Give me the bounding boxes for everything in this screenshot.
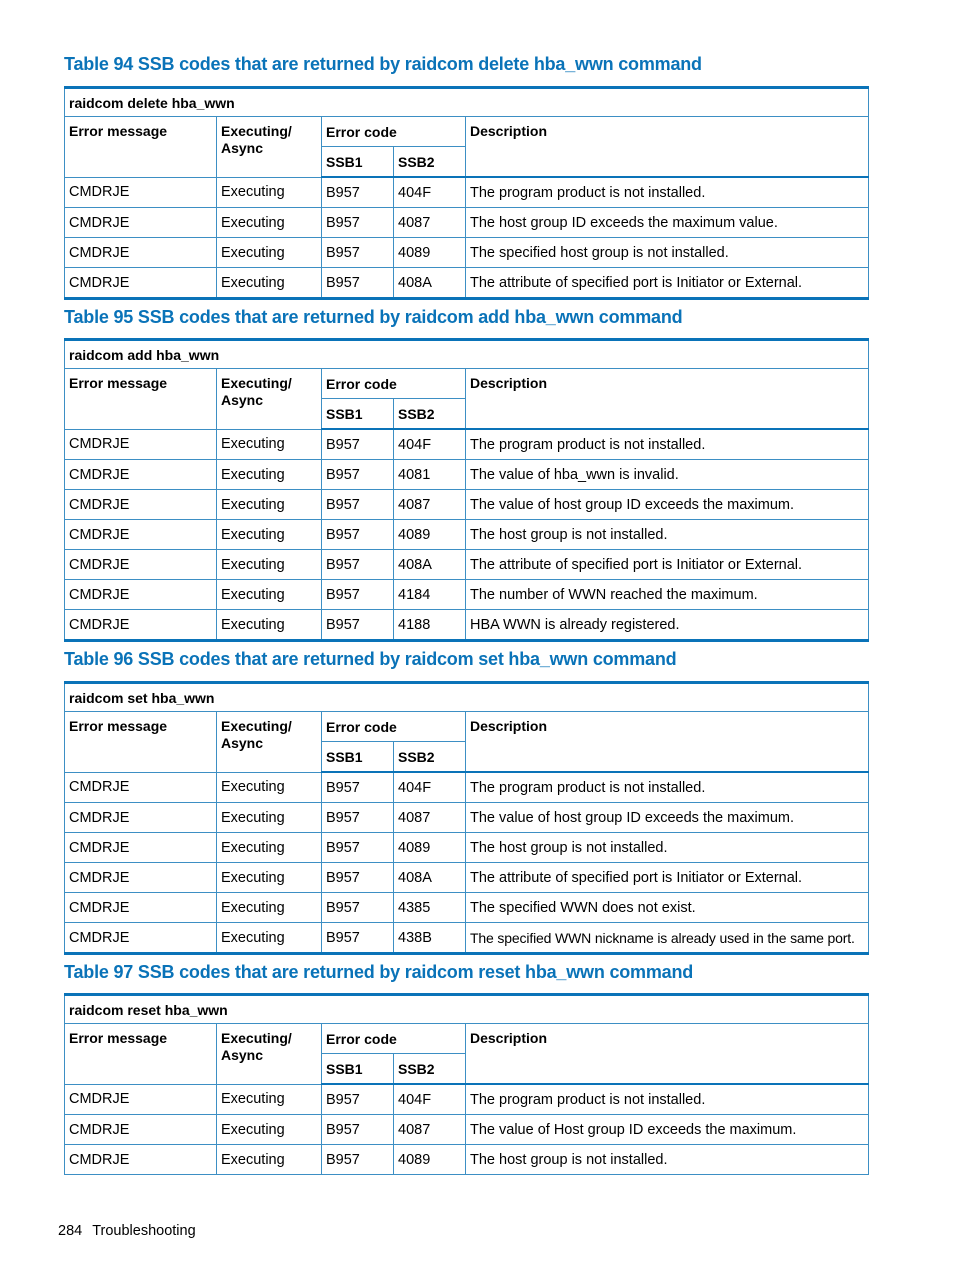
table-row: CMDRJE Executing B957 408A The attribute of specified port is Initiator or External. — [65, 863, 869, 893]
header-error-message: Error message — [65, 117, 217, 178]
table-row: CMDRJE Executing B957 408A The attribute of specified port is Initiator or External. — [65, 268, 869, 299]
header-description: Description — [466, 712, 869, 773]
table-row: CMDRJE Executing B957 4081 The value of hba_wwn is invalid. — [65, 460, 869, 490]
header-ssb2: SSB2 — [394, 147, 466, 178]
header-error-code: Error code — [322, 117, 466, 147]
header-error-message: Error message — [65, 712, 217, 773]
table-95 — [64, 338, 869, 642]
page-footer — [58, 1223, 206, 1239]
table-96 — [64, 681, 869, 955]
table-row: CMDRJE Executing B957 4385 The specified WWN does not exist. — [65, 893, 869, 923]
command-cell: raidcom set hba_wwn — [65, 683, 869, 712]
header-error-message: Error message — [65, 369, 217, 430]
header-ssb1: SSB1 — [322, 1054, 394, 1085]
header-error-code: Error code — [322, 1024, 466, 1054]
command-cell: raidcom reset hba_wwn — [65, 995, 869, 1024]
table-row: CMDRJE Executing B957 4089 The host group is not installed. — [65, 833, 869, 863]
table-94 — [64, 86, 869, 300]
command-cell: raidcom delete hba_wwn — [65, 88, 869, 117]
table-row: CMDRJE Executing B957 4087 The value of Host group ID exceeds the maximum. — [65, 1115, 869, 1145]
table-row: CMDRJE Executing B957 4087 The value of host group ID exceeds the maximum. — [65, 490, 869, 520]
header-ssb2: SSB2 — [394, 1054, 466, 1085]
table-row: CMDRJE Executing B957 438B The specified WWN nickname is already used in the same port. — [65, 923, 869, 954]
table-row: CMDRJE Executing B957 4089 The host group is not installed. — [65, 520, 869, 550]
header-ssb1: SSB1 — [322, 742, 394, 773]
header-ssb1: SSB1 — [322, 399, 394, 430]
header-executing: Executing/ Async — [217, 369, 322, 430]
header-executing: Executing/ Async — [217, 1024, 322, 1085]
table-row: CMDRJE Executing B957 4184 The number of WWN reached the maximum. — [65, 580, 869, 610]
header-ssb2: SSB2 — [394, 399, 466, 430]
header-error-code: Error code — [322, 712, 466, 742]
table-row: CMDRJE Executing B957 4087 The value of host group ID exceeds the maximum. — [65, 803, 869, 833]
table-row: CMDRJE Executing B957 404F The program product is not installed. — [65, 1084, 869, 1115]
page-number: 284 — [58, 1223, 83, 1239]
table-row: CMDRJE Executing B957 404F The program product is not installed. — [65, 429, 869, 460]
command-cell: raidcom add hba_wwn — [65, 340, 869, 369]
table-row: CMDRJE Executing B957 404F The program product is not installed. — [65, 177, 869, 208]
header-error-code: Error code — [322, 369, 466, 399]
table-96-caption: Table 96 SSB codes that are returned by raidcom set hba_wwn command — [64, 649, 677, 669]
header-description: Description — [466, 369, 869, 430]
table-94-caption: Table 94 SSB codes that are returned by raidcom delete hba_wwn command — [64, 54, 702, 74]
header-description: Description — [466, 117, 869, 178]
table-97 — [64, 993, 869, 1175]
table-row: CMDRJE Executing B957 404F The program product is not installed. — [65, 772, 869, 803]
table-row: CMDRJE Executing B957 4188 HBA WWN is already registered. — [65, 610, 869, 641]
header-error-message: Error message — [65, 1024, 217, 1085]
table-row: CMDRJE Executing B957 4089 The specified host group is not installed. — [65, 238, 869, 268]
header-ssb2: SSB2 — [394, 742, 466, 773]
footer-section: Troubleshooting — [92, 1223, 196, 1239]
header-ssb1: SSB1 — [322, 147, 394, 178]
table-97-caption: Table 97 SSB codes that are returned by raidcom reset hba_wwn command — [64, 962, 694, 982]
header-executing: Executing/ Async — [217, 712, 322, 773]
table-row: CMDRJE Executing B957 408A The attribute of specified port is Initiator or External. — [65, 550, 869, 580]
table-row: CMDRJE Executing B957 4087 The host group ID exceeds the maximum value. — [65, 208, 869, 238]
table-row: CMDRJE Executing B957 4089 The host group is not installed. — [65, 1145, 869, 1175]
header-executing: Executing/ Async — [217, 117, 322, 178]
header-description: Description — [466, 1024, 869, 1085]
table-95-caption: Table 95 SSB codes that are returned by raidcom add hba_wwn command — [64, 307, 683, 327]
